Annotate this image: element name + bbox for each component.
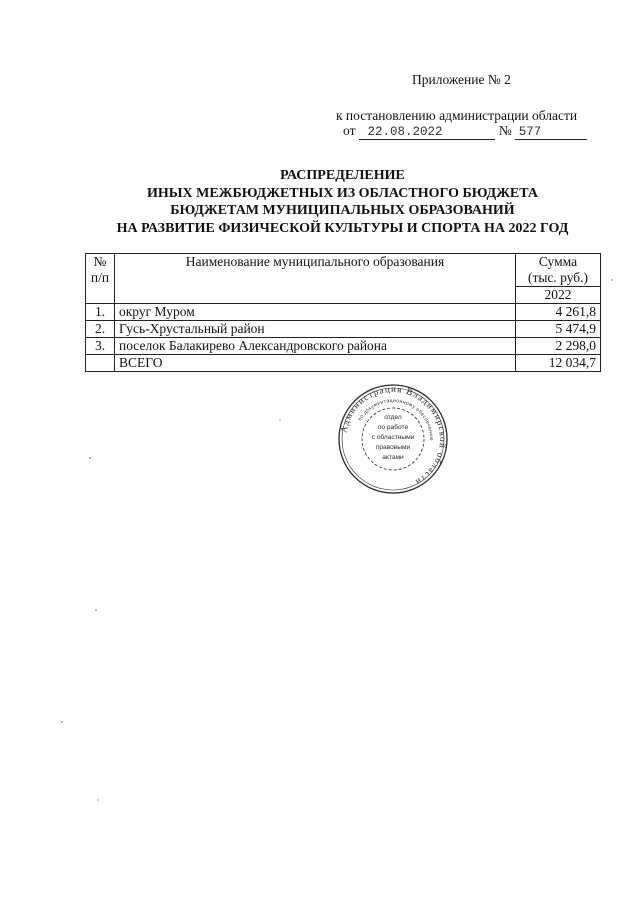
header-sum-line2: (тыс. руб.)	[527, 270, 589, 285]
title-line-4: НА РАЗВИТИЕ ФИЗИЧЕСКОЙ КУЛЬТУРЫ И СПОРТА НА 2022 ГОД	[116, 220, 569, 236]
seal-center-line-4: правовыми	[375, 444, 411, 451]
row-sum: 4 261,8	[516, 304, 601, 321]
row-sum: 5 474,9	[516, 321, 601, 338]
seal-inner-ring-text-path: по документационному обеспечению	[357, 397, 435, 441]
appendix-label: Приложение № 2	[412, 72, 511, 87]
total-label: ВСЕГО	[115, 355, 516, 372]
seal-center-line-5: актами	[382, 454, 404, 461]
header-number-line2: п/п	[90, 270, 110, 285]
row-number: 3.	[86, 338, 115, 355]
header-sum-line1: Сумма	[538, 254, 578, 269]
row-name: округ Муром	[115, 304, 516, 321]
seal-center-line-1: отдел	[384, 414, 402, 421]
seal-center-line-2: по работе	[377, 424, 409, 431]
number-prefix: №	[498, 123, 512, 138]
title-line-1: РАСПРЕДЕЛЕНИЕ	[280, 168, 405, 183]
header-number-line1: №	[93, 254, 107, 269]
row-number: 1.	[86, 304, 115, 321]
row-sum: 2 298,0	[516, 338, 601, 355]
seal-ring-text-path: Администрация Владимирской области	[338, 384, 449, 488]
seal-center-line-3: с областными	[371, 434, 415, 441]
total-sum: 12 034,7	[516, 355, 601, 372]
title-line-3: БЮДЖЕТАМ МУНИЦИПАЛЬНЫХ ОБРАЗОВАНИЙ	[170, 203, 515, 218]
header-year: 2022	[516, 287, 601, 304]
decree-date-field: 22.08.2022	[359, 125, 495, 140]
decree-number-field: 577	[515, 125, 587, 140]
title-line-2: ИНЫХ МЕЖБЮДЖЕТНЫХ ИЗ ОБЛАСТНОГО БЮДЖЕТА	[146, 185, 539, 201]
row-name: Гусь-Хрустальный район	[115, 321, 516, 338]
header-name: Наименование муниципального образования	[115, 254, 516, 304]
row-name: поселок Балакирево Александровского района	[115, 338, 516, 355]
date-prefix: от	[343, 123, 356, 138]
row-number: 2.	[86, 321, 115, 338]
decree-reference: к постановлению администрации области	[336, 108, 578, 123]
